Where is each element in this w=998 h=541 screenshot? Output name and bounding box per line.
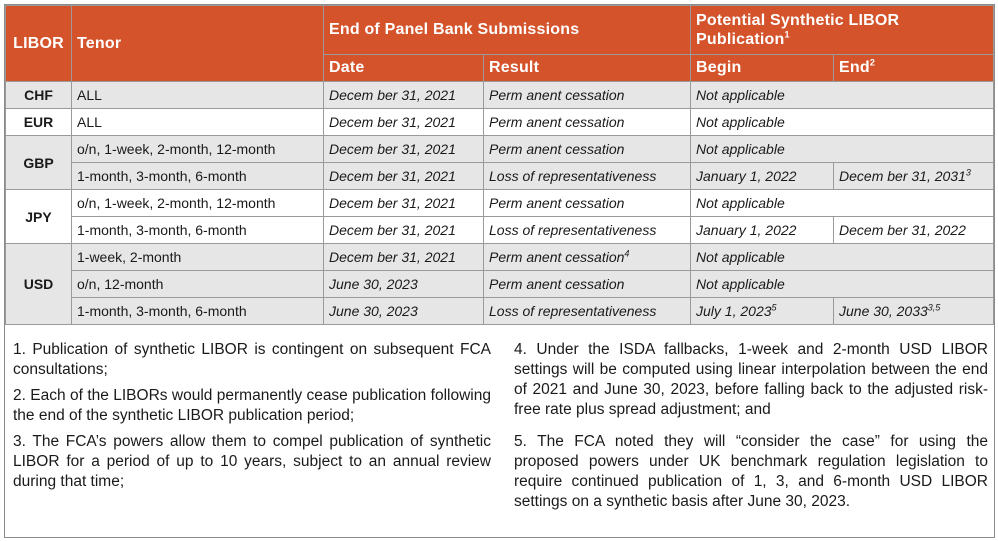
footnote-1: 1. Publication of synthetic LIBOR is contingent on subsequent FCA consultations; (13, 341, 491, 378)
tenor-cell: o/n, 1-week, 2-month, 12-month (72, 190, 324, 217)
date-cell: Decem ber 31, 2021 (324, 136, 484, 163)
footnotes-left (13, 340, 491, 498)
begin-cell: Not applicable (691, 271, 994, 298)
begin-cell: January 1, 2022 (691, 217, 834, 244)
currency-cell: GBP (6, 136, 72, 190)
tenor-cell: 1-month, 3-month, 6-month (72, 217, 324, 244)
header-begin: Begin (691, 55, 834, 82)
date-cell: June 30, 2023 (324, 271, 484, 298)
footnote-2: 2. Each of the LIBORs would permanently cease publication following the end of the synthetic LIBOR publication period; (13, 387, 491, 424)
currency-cell: CHF (6, 82, 72, 109)
date-cell: June 30, 2023 (324, 298, 484, 325)
begin-cell: January 1, 2022 (691, 163, 834, 190)
header-libor: LIBOR (6, 6, 72, 82)
date-cell: Decem ber 31, 2021 (324, 109, 484, 136)
tenor-cell: ALL (72, 82, 324, 109)
begin-cell: Not applicable (691, 82, 994, 109)
date-cell: Decem ber 31, 2021 (324, 244, 484, 271)
tenor-cell: 1-month, 3-month, 6-month (72, 163, 324, 190)
header-panel-submissions: End of Panel Bank Submissions (324, 6, 691, 55)
begin-cell: Not applicable (691, 109, 994, 136)
begin-cell: Not applicable (691, 244, 994, 271)
result-cell: Perm anent cessation (484, 271, 691, 298)
footnotes-right (514, 340, 988, 518)
result-cell: Perm anent cessation (484, 136, 691, 163)
tenor-cell: 1-month, 3-month, 6-month (72, 298, 324, 325)
table-row (6, 271, 994, 298)
begin-cell: Not applicable (691, 136, 994, 163)
result-cell: Perm anent cessation (484, 109, 691, 136)
table-row (6, 244, 994, 271)
header-tenor: Tenor (72, 6, 324, 82)
table-row (6, 163, 994, 190)
footnote-4: 4. Under the ISDA fallbacks, 1-week and 2-month USD LIBOR settings will be computed using linear interpolation between the end of 2021 and June 30, 2023, before falling back to the adjusted risk-free rate plus spread adjustment; and (514, 341, 988, 418)
end-cell: Decem ber 31, 2022 (834, 217, 994, 244)
result-cell: Loss of representativeness (484, 298, 691, 325)
table-row (6, 136, 994, 163)
tenor-cell: ALL (72, 109, 324, 136)
tenor-cell: o/n, 1-week, 2-month, 12-month (72, 136, 324, 163)
date-cell: Decem ber 31, 2021 (324, 163, 484, 190)
date-cell: Decem ber 31, 2021 (324, 217, 484, 244)
tenor-cell: 1-week, 2-month (72, 244, 324, 271)
currency-cell: EUR (6, 109, 72, 136)
end-cell: June 30, 2033$^{3,5}$ (834, 298, 994, 325)
header-end: End$^2$ (834, 55, 994, 82)
libor-transition-table (5, 5, 994, 325)
table-row (6, 109, 994, 136)
header-result: Result (484, 55, 691, 82)
result-cell: Perm anent cessation (484, 82, 691, 109)
header-synthetic-publication: Potential Synthetic LIBOR Publication$^1$ (691, 6, 994, 55)
table-row (6, 82, 994, 109)
header-date: Date (324, 55, 484, 82)
result-cell: Perm anent cessation (484, 190, 691, 217)
date-cell: Decem ber 31, 2021 (324, 82, 484, 109)
footnote-5: 5. The FCA noted they will “consider the case” for using the proposed powers under UK benchmark regulation legislation to require continued publication of 1, 3, and 6-month USD LIBOR settings on a synthetic basis after June 30, 2023. (514, 433, 988, 510)
table-row (6, 217, 994, 244)
begin-cell: Not applicable (691, 190, 994, 217)
currency-cell: USD (6, 244, 72, 325)
currency-cell: JPY (6, 190, 72, 244)
end-cell: Decem ber 31, 2031$^3$ (834, 163, 994, 190)
result-cell: Perm anent cessation$^4$ (484, 244, 691, 271)
date-cell: Decem ber 31, 2021 (324, 190, 484, 217)
table-row (6, 190, 994, 217)
tenor-cell: o/n, 12-month (72, 271, 324, 298)
begin-cell: July 1, 2023$^5$ (691, 298, 834, 325)
table-row (6, 298, 994, 325)
result-cell: Loss of representativeness (484, 217, 691, 244)
result-cell: Loss of representativeness (484, 163, 691, 190)
footnote-3: 3. The FCA’s powers allow them to compel publication of synthetic LIBOR for a period of up to 10 years, subject to an annual review during that time; (13, 433, 491, 490)
